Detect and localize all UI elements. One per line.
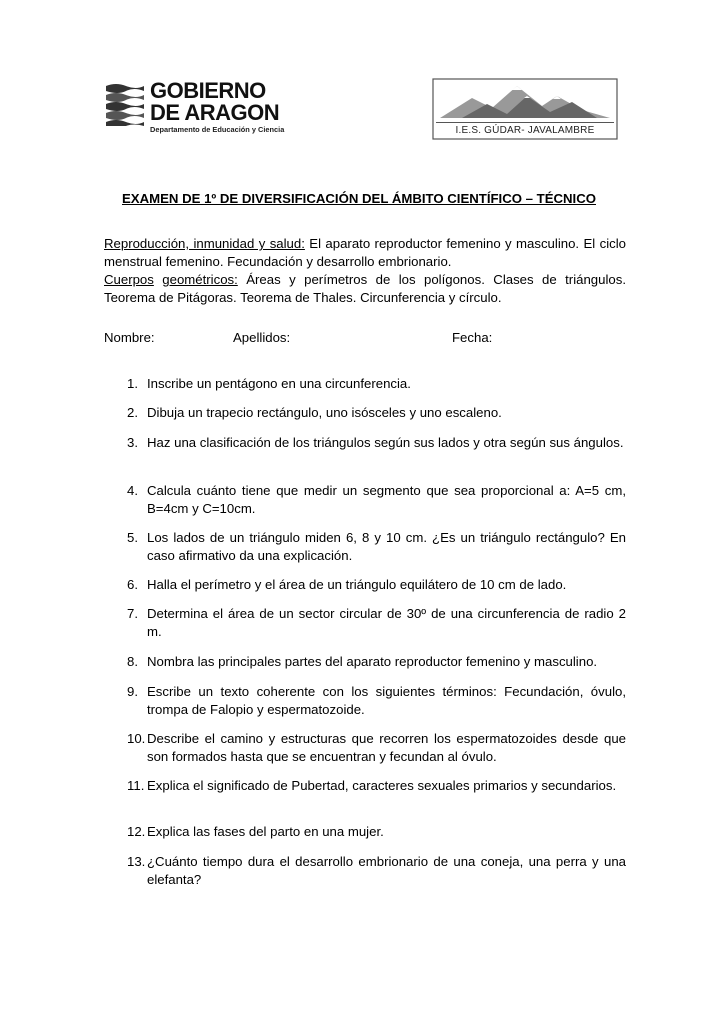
question-number: 1. [127,376,138,391]
topic-geometria-text: Áreas y perímetros de los polígonos. Clases de triángulos. Teorema de Pitágoras. Teorema de Thales. Circunferencia y círculo. [104,272,626,305]
question-item [127,404,626,422]
question-number: 6. [127,577,138,592]
topics-block [104,235,626,307]
gobierno-text: GOBIERNO [150,78,266,103]
question-item [127,434,626,452]
question-text: Escribe un texto coherente con los siguientes términos: Fecundación, óvulo, trompa de Falopio y espermatozoide. [147,684,626,717]
topic-geometria-label-a: Cuerpos [104,272,154,287]
question-number: 5. [127,530,138,545]
question-item [127,576,626,594]
ies-name-label: I.E.S. GÚDAR- JAVALAMBRE [455,125,595,136]
question-text: Calcula cuánto tiene que medir un segmento que sea proporcional a: A=5 cm, B=4cm y C=10cm. [147,483,626,516]
question-item [127,683,626,719]
ies-logo [432,78,618,140]
question-text: Describe el camino y estructuras que recorren los espermatozoides desde que son formados hasta que se encuentran y fecundan al óvulo. [147,731,626,764]
apellidos-label: Apellidos: [233,330,291,345]
question-item [127,375,626,393]
question-item [127,853,626,889]
question-text: Haz una clasificación de los triángulos según sus lados y otra según sus ángulos. [147,435,624,450]
question-number: 10. [127,731,146,746]
question-item [127,529,626,565]
aragon-text: DE ARAGON [150,100,280,125]
question-number: 8. [127,654,138,669]
question-number: 2. [127,405,138,420]
topic-geometria-label-b: geométricos: [162,272,238,287]
question-text: Los lados de un triángulo miden 6, 8 y 10 cm. ¿Es un triángulo rectángulo? En caso afirmativo da una explicación. [147,530,626,563]
question-number: 3. [127,435,138,450]
question-text: Inscribe un pentágono en una circunferencia. [147,376,411,391]
topic-reproduccion-text: El aparato reproductor femenino y masculino. El ciclo menstrual femenino. Fecundación y desarrollo embrionario. [104,236,626,269]
question-item [127,777,626,795]
topic-reproduccion-label: Reproducción, inmunidad y salud: [104,236,305,251]
question-text: ¿Cuánto tiempo dura el desarrollo embrionario de una coneja, una perra y una elefanta? [147,854,626,887]
question-number: 11. [127,778,145,793]
aragon-stripes-icon [104,82,146,126]
topic-reproduccion [104,235,626,271]
question-number: 12. [127,824,146,839]
question-text: Nombra las principales partes del aparato reproductor femenino y masculino. [147,654,598,669]
question-text: Explica las fases del parto en una mujer. [147,824,384,839]
question-text: Halla el perímetro y el área de un triángulo equilátero de 10 cm de lado. [147,577,567,592]
departamento-text: Departamento de Educación y Ciencia [150,125,285,134]
question-item [127,482,626,518]
question-number: 7. [127,606,138,621]
question-item [127,605,626,641]
fecha-label: Fecha: [452,330,493,345]
question-number: 4. [127,483,138,498]
gobierno-aragon-logo [104,78,304,138]
question-item [127,730,626,766]
question-text: Dibuja un trapecio rectángulo, uno isósceles y uno escaleno. [147,405,502,420]
question-text: Determina el área de un sector circular de 30º de una circunferencia de radio 2 m. [147,606,626,639]
exam-title: EXAMEN DE 1º DE DIVERSIFICACIÓN DEL ÁMBITO CIENTÍFICO – TÉCNICO [122,191,596,206]
question-item [127,653,626,671]
nombre-label: Nombre: [104,330,155,345]
topic-geometria [104,271,626,307]
question-number: 13. [127,854,146,869]
question-number: 9. [127,684,138,699]
question-text: Explica el significado de Pubertad, caracteres sexuales primarios y secundarios. [147,778,617,793]
question-item [127,823,626,841]
